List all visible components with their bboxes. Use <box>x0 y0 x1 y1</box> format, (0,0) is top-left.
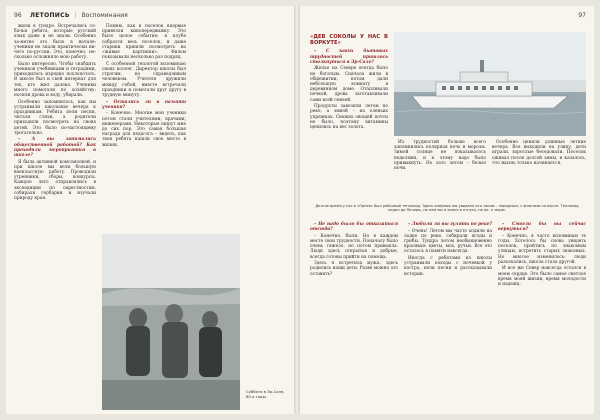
paragraph: Иногда с ребятами из школы устраивали походы с ночевкой у костра, пели песни и рассказывали истории. <box>404 256 492 277</box>
bottom-column-2 <box>404 222 492 410</box>
paragraph: Особенно ценили длинные летние вечера. Все выходили на улицу, дети играли, взрослые беседовали. Поселок оживал после долгой зимы, и казалось, что жизнь только начинается. <box>492 140 586 166</box>
intro-column <box>310 34 388 156</box>
paragraph: С особенной теплотой вспоминаю своих коллег. Директор школы был строгим, но справедливым человеком. Учителя дружили между собой, вместе встречали праздники и помогали друг другу в трудную минуту. <box>102 61 186 99</box>
running-header <box>30 12 128 19</box>
right-page <box>300 6 594 414</box>
bottom-column-1 <box>310 222 398 410</box>
section-subtitle: Воспоминания <box>81 12 128 19</box>
right-page-number: 97 <box>578 12 586 19</box>
paragraph: – Очень! Летом мы часто ходили на лодке по реке, собирали ягоды и грибы. Тундра летом необыкновенно красивая: цветы, мох, ручьи. Все это осталось в памяти навсегда. <box>404 228 492 255</box>
paragraph: Я была активной комсомолкой, и при школе мы вели большую внеклассную работу. Проводили утренники, сборы, конкурсы. Каждое лето отправлялись в экспедиции по окрестностям, собирали гербарии и изучали природу края. <box>14 159 96 202</box>
paragraph: – Конечно, я часто вспоминаю те годы. Хотелось бы снова увидеть поселок, пройтись по знакомым улицам, встретить старых знакомых. Но многое изменилось: люди разъехались, школа стала другой. <box>498 233 586 265</box>
paragraph: Было интересно. Чтобы снабдить учеников учебниками и тетрадями, приходилось изрядно похлопотать. В школе был и свой интернат для тех, кто жил далеко. Ученики много помогали по хозяйству: носили дрова и воду, убирали. <box>14 61 96 99</box>
interview-question: – Смогли бы вы сейчас вернуться? <box>498 222 586 233</box>
photo-caption: Суббота в Эр-Сале, 60-е годы. <box>246 389 285 399</box>
paragraph: Особенно запомнилось, как мы устраивали школьные вечера к праздникам. Ребята пели песни, читали стихи, а родители приходили посмотреть на своих детей. Это было по-настоящему трогательно. <box>14 99 96 136</box>
paragraph: Помню, как в поселок впервые привезли кинопередвижку. Это было целое событие: в клубе собрался весь поселок, и даже старики пришли посмотреть на «живые картинки». Фильм показывали несколько раз подряд. <box>102 24 186 61</box>
paragraph: – Конечно, были. Но в каждом месте свои трудности. Поначалу было очень тяжело, но потом привыкла. Люди здесь открытые и добрые, всегда готовы прийти на помощь. <box>310 233 398 260</box>
boat-photo <box>394 32 586 136</box>
paragraph: – Конечно. Многие мои ученики потом стали учителями, врачами, инженерами. Некоторые пишут мне до сих пор. Это самая большая награда для педагога – видеть, как твои ребята нашли свое место в жизни. <box>102 111 186 148</box>
middle-column-2 <box>492 140 586 200</box>
photo-image <box>102 234 240 410</box>
paragraph: Продукты завозили летом по реке, а зимой – на оленьих упряжках. Свежих овощей почти не было, поэтому витамины ценились на вес золота. <box>310 104 388 131</box>
left-column-1 <box>14 24 96 410</box>
paragraph: Жилье на Севере всегда было не богатым. Сначала жили в общежитии, потом дали небольшую комнату в деревянном доме. Отапливали печкой, дрова заготавливали сами всей семьей. <box>310 66 388 103</box>
photo-image <box>394 32 586 136</box>
middle-column-1 <box>394 140 486 200</box>
left-page-number: 96 <box>14 12 22 19</box>
paragraph: И все же Север навсегда остался в моем сердце. Это было самое светлое время моей жизни, время молодости и надежд. <box>498 266 586 288</box>
paragraph: Здесь я встретила мужа, здесь родились наши дети. Разве можно это оставить? <box>310 261 398 277</box>
boat-caption: Долгое время у нас в «Орехе» был рейсовый теплоход. Здесь впервые мы увидели его таким – нарядным, с флагами на мачте. Теплоход ходил до Печоры, на нем мы и ехали в отпуск, на юг, к морю. <box>315 204 579 213</box>
bottom-column-3 <box>498 222 586 410</box>
paragraph: жили в тундре. Встречались со-бачьи ребята, которые русский язык даже и не знали. Особенно за-метно это было в начале: ученики не знали практически ни-чего по-русски. Это, конечно, не-сколько осложняло мою работу. <box>14 24 96 61</box>
left-column-2 <box>102 24 186 224</box>
interview-question: – С каких бытовых трудностей пришлось столкнуться в Эр-Сале? <box>310 49 388 65</box>
paragraph: Из трудностей больше всего запомнились полярная ночь и морозы. Зимой солнце не показывалось неделями, и к этому надо было привыкнуть. Но зато летом – белые ночи. <box>394 140 486 172</box>
interview-question: – Любили ли вы гулять по реке? <box>408 222 493 227</box>
interview-question: – Не надо было бы отказаться отсюда? <box>310 222 398 233</box>
interview-question: – А вы занимались общественной работой? Как проходили мероприятия в школе? <box>14 137 96 159</box>
archive-photo-women <box>102 234 240 410</box>
article-heading: «ДЕВ СОКОЛЫ У НАС В ВОРКУТЕ» <box>310 34 388 47</box>
header-separator: | <box>74 12 77 19</box>
section-title: ЛЕТОПИСЬ <box>30 12 70 19</box>
left-page <box>6 6 294 414</box>
interview-question: – Остались ли в памяти ученики? <box>102 99 186 110</box>
